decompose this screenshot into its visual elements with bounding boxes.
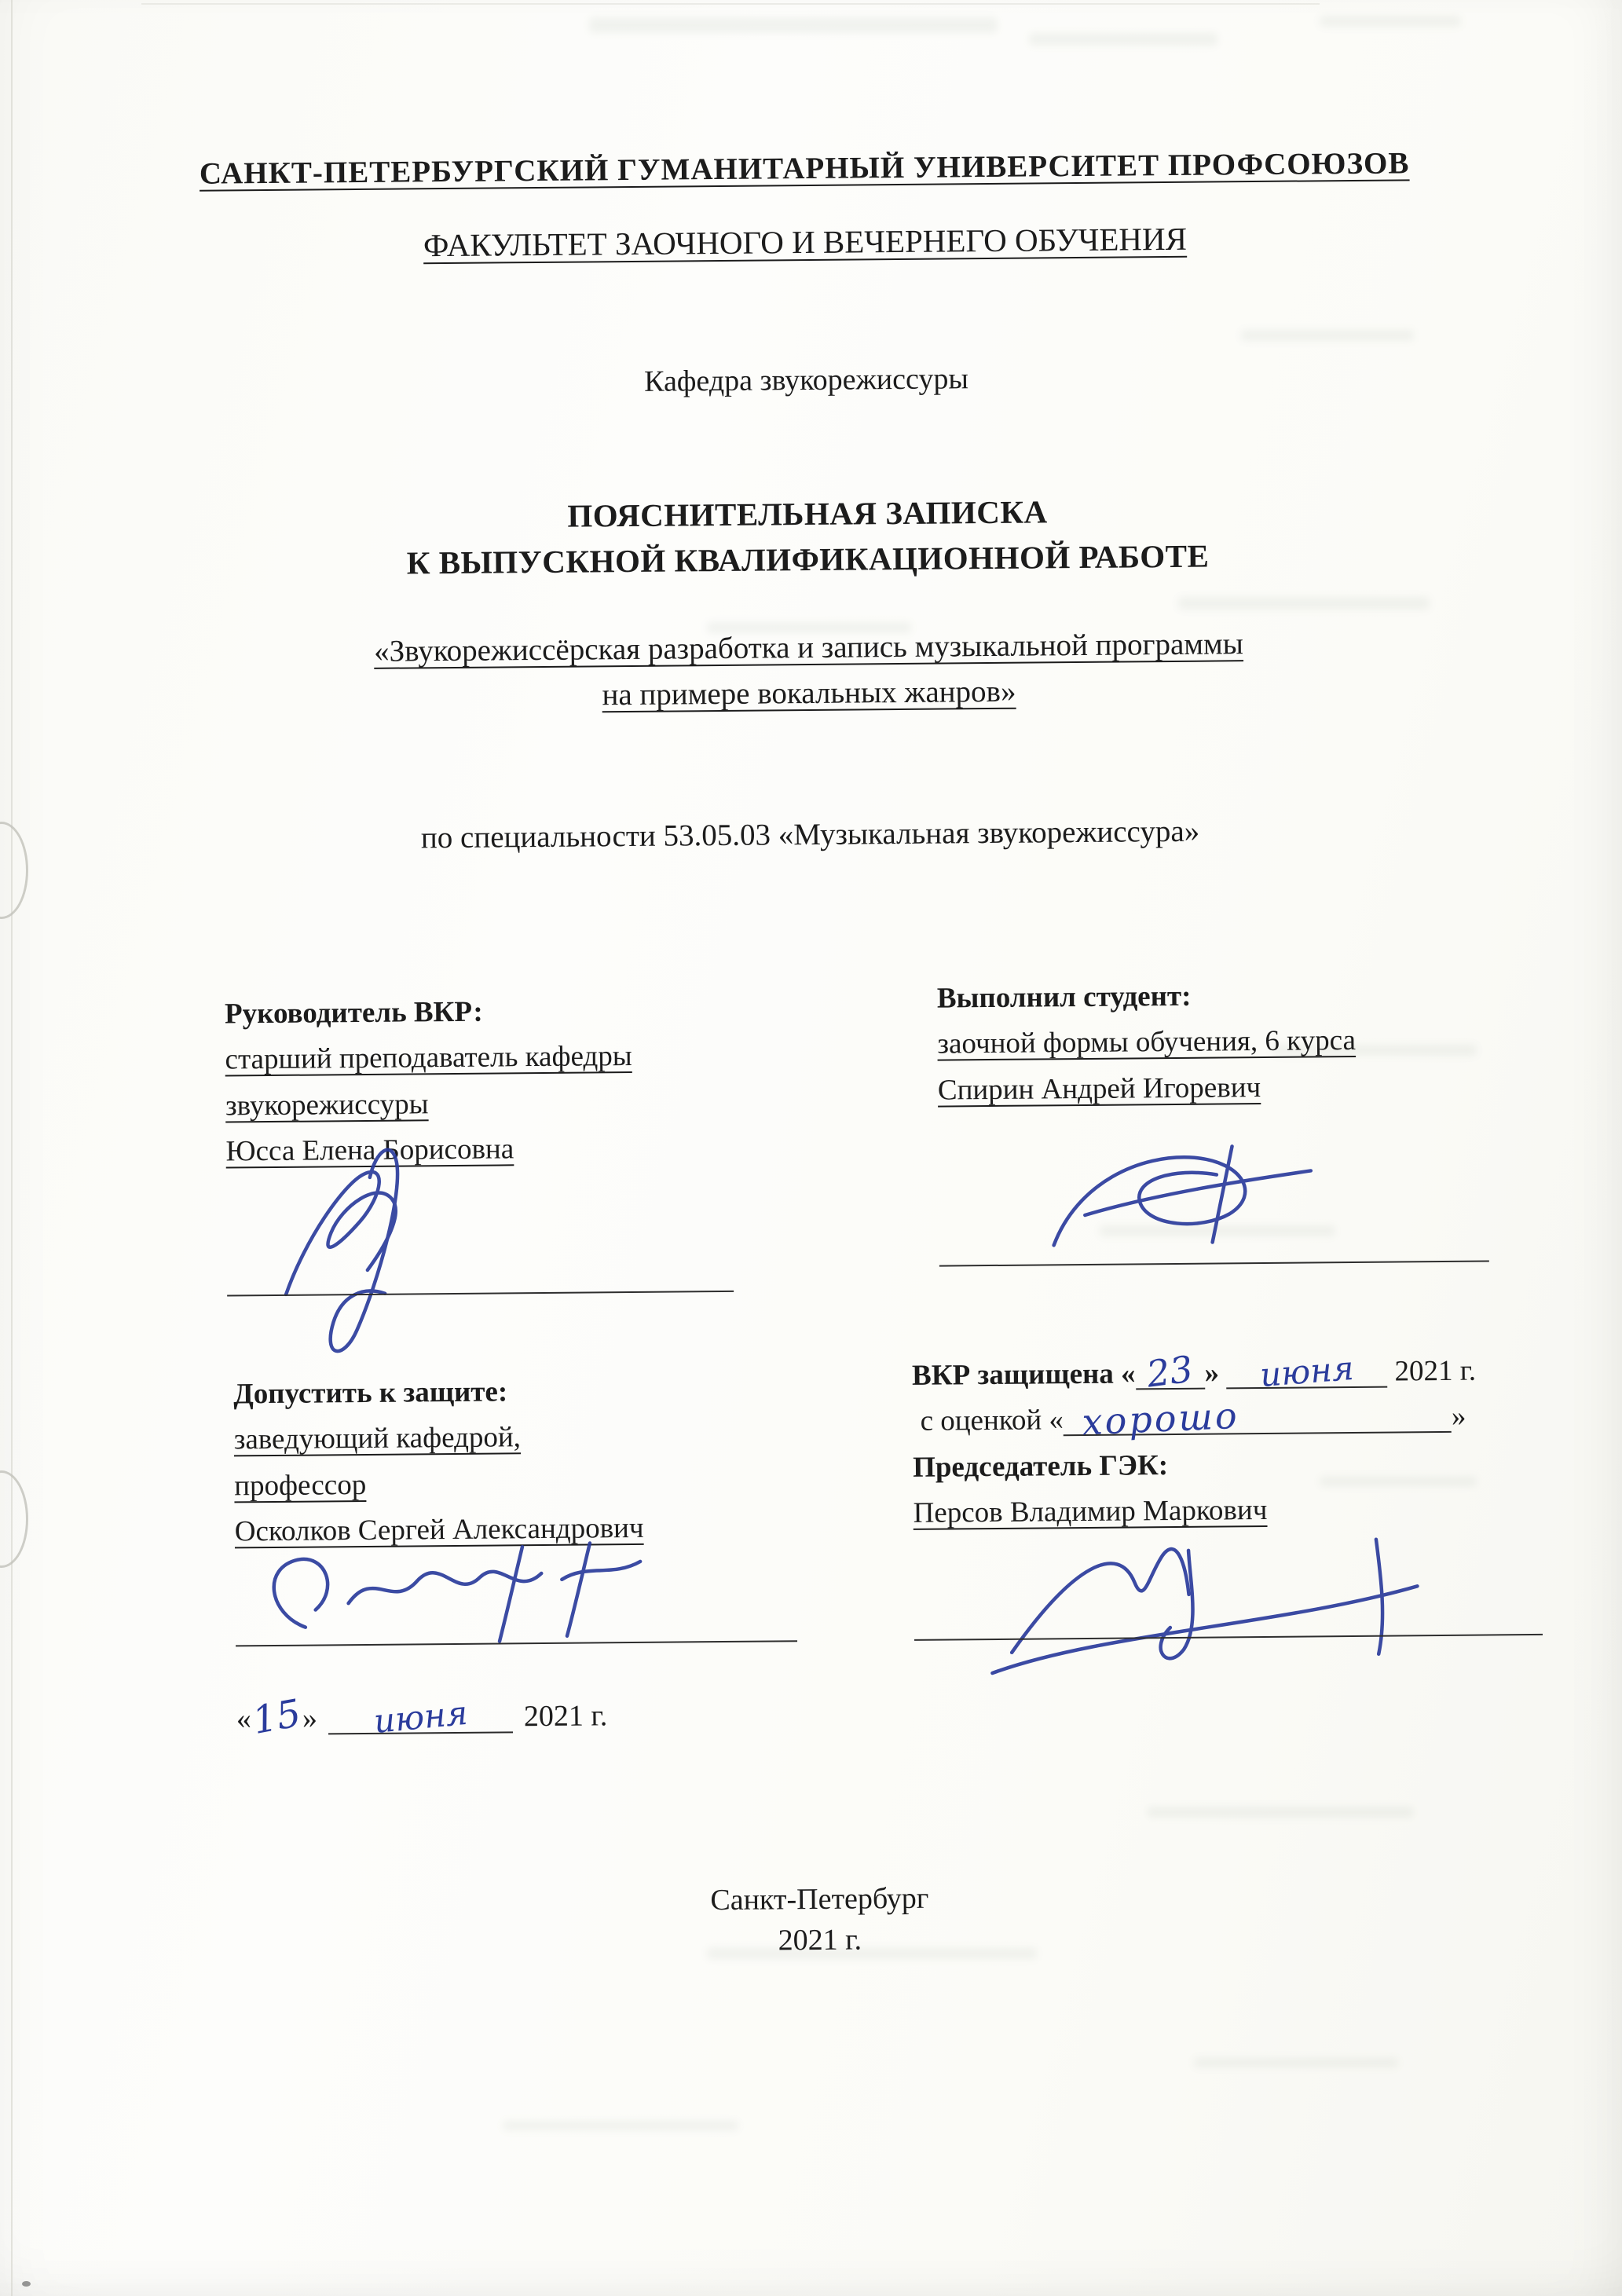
doc-title-line2: [0, 533, 1619, 585]
header-faculty: [0, 216, 1617, 268]
topic-line1: [0, 623, 1620, 672]
supervisor-position-1: старший преподаватель кафедры: [225, 1040, 632, 1076]
admission-block: [233, 1368, 644, 1555]
department-line: [0, 356, 1617, 405]
doc-title-line1-text: ПОЯСНИТЕЛЬНАЯ ЗАПИСКА: [567, 493, 1048, 534]
admission-name: Осколков Сергей Александрович: [234, 1512, 644, 1548]
topic-line2: [0, 668, 1620, 718]
grade-handwritten: хорошо: [1081, 1394, 1241, 1444]
footer-year: [9, 1916, 1622, 1965]
defense-day-blank: [1135, 1347, 1204, 1396]
date-open-quote: «: [236, 1702, 252, 1736]
defense-close-quote: »: [1204, 1357, 1220, 1390]
defense-month-handwritten: июня: [1258, 1348, 1356, 1395]
admission-position-2: профессор: [234, 1468, 367, 1503]
defense-day-handwritten: 23: [1144, 1347, 1196, 1396]
department-text: Кафедра звукорежиссуры: [643, 362, 969, 398]
admission-signature: [238, 1532, 664, 1681]
student-block: [937, 972, 1357, 1114]
supervisor-position-2: звукорежиссуры: [225, 1088, 429, 1122]
defense-month-blank: [1226, 1348, 1387, 1395]
student-info: заочной формы обучения, 6 курса: [937, 1024, 1357, 1061]
admission-month-blank: [328, 1693, 513, 1741]
header-university: [0, 144, 1616, 193]
admission-position-1: заведующий кафедрой,: [233, 1421, 522, 1456]
admission-day-handwritten: 15: [249, 1690, 305, 1744]
admission-year: 2021 г.: [523, 1699, 608, 1734]
date-close-quote: »: [302, 1701, 318, 1735]
header-university-text: САНКТ-ПЕТЕРБУРГСКИЙ ГУМАНИТАРНЫЙ УНИВЕРСИТЕТ ПРОФСОЮЗОВ: [199, 146, 1410, 191]
student-name: Спирин Андрей Игоревич: [937, 1071, 1261, 1107]
defense-year: 2021 г.: [1394, 1354, 1477, 1388]
header-faculty-text: ФАКУЛЬТЕТ ЗАОЧНОГО И ВЕЧЕРНЕГО ОБУЧЕНИЯ: [423, 220, 1188, 264]
topic-line1-text: «Звукорежиссёрская разработка и запись музыкальной программы: [373, 627, 1244, 668]
chairman-name: Персов Владимир Маркович: [913, 1494, 1268, 1530]
grade-prefix: с оценкой «: [920, 1404, 1064, 1438]
supervisor-signature: [237, 1104, 522, 1373]
chairman-signature: [968, 1507, 1441, 1692]
defense-statement: [912, 1349, 1477, 1400]
footer-year-text: 2021 г.: [778, 1923, 862, 1957]
doc-title-line2-text: К ВЫПУСКНОЙ КВАЛИФИКАЦИОННОЙ РАБОТЕ: [406, 537, 1210, 581]
specialty-line: [0, 810, 1621, 859]
grade-line: [912, 1394, 1477, 1445]
specialty-text: по специальности 53.05.03 «Музыкальная звукорежиссура»: [420, 814, 1200, 855]
admission-date-line: [236, 1690, 608, 1744]
student-signature: [1021, 1125, 1337, 1292]
supervisor-name: Юсса Елена Борисовна: [225, 1133, 514, 1168]
chairman-label: Председатель ГЭК:: [912, 1448, 1169, 1484]
student-label: Выполнил студент:: [936, 980, 1192, 1015]
grade-close-quote: »: [1451, 1401, 1466, 1434]
grade-blank: [1064, 1394, 1452, 1444]
footer-city-text: Санкт-Петербург: [710, 1881, 929, 1917]
defense-prefix: ВКР защищена «: [911, 1357, 1136, 1392]
admission-month-handwritten: июня: [372, 1693, 470, 1741]
admission-label: Допустить к защите:: [233, 1375, 508, 1411]
topic-line2-text: на примере вокальных жанров»: [602, 674, 1016, 712]
footer-city: [9, 1875, 1622, 1924]
doc-title-line1: [0, 488, 1619, 540]
supervisor-label: Руководитель ВКР:: [224, 995, 483, 1031]
